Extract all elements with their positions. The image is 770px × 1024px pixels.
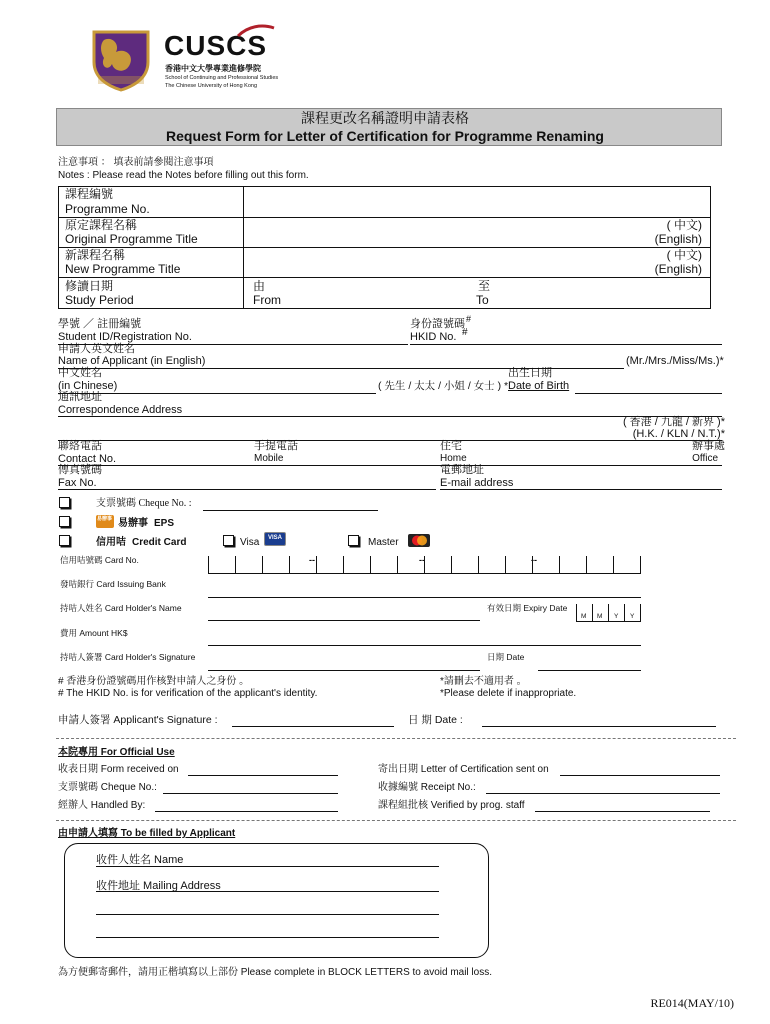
card-separator-3: -- — [531, 555, 537, 565]
new-title-lang-zh: ( 中文) — [666, 248, 702, 262]
hkid-hash-1: # — [466, 314, 472, 324]
mobile-label-en: Mobile — [254, 453, 284, 464]
hkid-note-zh: # 香港身份證號碼用作核對申請人之身份 。 — [58, 676, 250, 687]
eps-logo-text: 易辦事 — [97, 516, 113, 522]
divider-2 — [56, 820, 736, 821]
cheque-label: 支票號碼 Cheque No. : — [96, 498, 192, 509]
notes-english: Notes : Please read the Notes before filling out this form. — [58, 170, 309, 181]
student-id-label-en: Student ID/Registration No. — [58, 331, 192, 343]
recipient-name-label: 收件人姓名 Name — [96, 854, 184, 866]
applicant-date-label: 日 期 Date : — [408, 714, 463, 726]
master-checkbox[interactable] — [348, 535, 359, 546]
dob-field[interactable] — [575, 393, 722, 394]
hkid-label-en: HKID No. — [410, 331, 457, 343]
divider-1 — [56, 738, 736, 739]
email-field[interactable] — [440, 489, 722, 490]
name-english-label-zh: 申請人英文姓名 — [58, 343, 135, 355]
official-cheque-label: 支票號碼 Cheque No.: — [58, 782, 157, 793]
hkid-hash-2: # — [462, 327, 468, 338]
letter-sent-label: 寄出日期 Letter of Certification sent on — [378, 764, 549, 775]
name-chinese-field[interactable] — [58, 393, 376, 394]
amount-field[interactable] — [208, 645, 641, 646]
applicant-date-field[interactable] — [482, 726, 716, 727]
to-label-zh: 至 — [478, 279, 491, 293]
address-field-line2[interactable] — [58, 440, 722, 441]
letter-sent-field[interactable] — [560, 775, 720, 776]
cheque-no-field[interactable] — [203, 510, 378, 511]
card-date-field[interactable] — [538, 670, 641, 671]
applicant-signature-field[interactable] — [232, 726, 394, 727]
card-separator-1: -- — [309, 555, 315, 565]
hkid-label-zh: 身份證號碼 — [410, 318, 465, 330]
verified-by-field[interactable] — [535, 811, 710, 812]
to-label-en: To — [476, 293, 489, 307]
card-signature-label: 持咭人簽署 Card Holder's Signature — [60, 652, 196, 662]
office-label-zh: 辦事處 — [692, 440, 725, 452]
from-label-en: From — [253, 293, 281, 307]
form-received-label: 收表日期 Form received on — [58, 764, 179, 775]
notes-chinese: 注意事項 ： 填表前請參閱注意事項 — [58, 157, 214, 168]
holder-name-label: 持咭人姓名 Card Holder's Name — [60, 603, 182, 613]
student-id-label-zh: 學號 ／ 註冊編號 — [58, 318, 142, 330]
cuhk-crest-logo — [90, 28, 152, 92]
card-date-label: 日期 Date — [487, 652, 525, 662]
name-chinese-label-en: (in Chinese) — [58, 380, 118, 392]
logo-english-line2: The Chinese University of Hong Kong — [165, 83, 258, 89]
title-options: (Mr./Mrs./Miss/Ms.)* — [626, 355, 724, 367]
study-period-from-field[interactable] — [290, 279, 470, 308]
amount-label: 費用 Amount HK$ — [60, 628, 128, 638]
receipt-no-label: 收據編號 Receipt No.: — [378, 782, 476, 793]
card-signature-field[interactable] — [208, 670, 480, 671]
holder-name-field[interactable] — [208, 620, 480, 621]
visa-logo-text: VISA — [268, 535, 283, 541]
region-options-en: (H.K. / KLN / N.T.)* — [632, 428, 725, 440]
hkid-field[interactable] — [410, 344, 722, 345]
visa-label: Visa — [240, 537, 260, 548]
verified-by-label: 課程組批核 Verified by prog. staff — [378, 800, 525, 811]
logo-english-line1: School of Continuing and Professional Studies — [165, 75, 279, 81]
eps-label-en: EPS — [154, 518, 175, 529]
fax-field[interactable] — [58, 489, 436, 490]
address-label-zh: 通訊地址 — [58, 391, 102, 403]
applicant-fill-heading: 由申請人填寫 To be filled by Applicant — [58, 828, 236, 839]
home-label-zh: 住宅 — [440, 440, 462, 452]
recipient-name-field[interactable] — [96, 866, 439, 867]
expiry-cell-y2: Y — [630, 613, 635, 620]
dob-label-zh: 出生日期 — [508, 367, 552, 379]
credit-card-checkbox[interactable] — [59, 535, 70, 546]
expiry-cell-m1: M — [581, 613, 587, 620]
study-period-label-en: Study Period — [65, 293, 134, 307]
title-english: Request Form for Letter of Certification for Programme Renaming — [166, 128, 604, 144]
name-english-label-en: Name of Applicant (in English) — [58, 355, 206, 367]
new-title-label-zh: 新課程名稱 — [65, 248, 126, 262]
fax-label-zh: 傳真號碼 — [58, 464, 102, 476]
issuing-bank-label: 發咭銀行 Card Issuing Bank — [60, 579, 166, 589]
eps-checkbox[interactable] — [59, 516, 70, 527]
programme-no-label-zh: 課程編號 — [65, 187, 114, 201]
official-use-heading: 本院專用 For Official Use — [58, 747, 175, 758]
office-label-en: Office — [692, 453, 718, 464]
delete-note-zh: *請刪去不適用者 。 — [440, 676, 527, 687]
mobile-label-zh: 手提電話 — [254, 440, 298, 452]
visa-checkbox[interactable] — [223, 535, 234, 546]
card-separator-2: -- — [419, 555, 425, 565]
eps-label-zh: 易辦事 — [118, 518, 148, 529]
original-title-label-zh: 原定課程名稱 — [65, 218, 138, 232]
fax-label-en: Fax No. — [58, 477, 97, 489]
programme-no-field[interactable] — [244, 187, 710, 217]
block-letters-note: 為方便郵寄郵件，請用正楷填寫以上部份 Please complete in BLOCK LETTERS to avoid mail loss. — [58, 967, 492, 978]
original-title-lang-en: (English) — [654, 232, 702, 246]
logo-wordmark: CUSCS — [164, 30, 268, 61]
applicant-signature-label: 申請人簽署 Applicant's Signature : — [58, 714, 218, 726]
card-no-label: 信用咭號碼 Card No. — [60, 555, 139, 565]
mailing-address-label: 收件地址 Mailing Address — [96, 880, 221, 892]
original-title-label-en: Original Programme Title — [65, 232, 198, 246]
credit-card-label-zh: 信用咭 — [96, 537, 126, 548]
handled-by-label: 經辦人 Handled By: — [58, 800, 146, 811]
credit-card-label-en: Credit Card — [132, 537, 187, 548]
delete-note-en: *Please delete if inappropriate. — [440, 688, 577, 699]
expiry-label: 有效日期 Expiry Date — [487, 603, 568, 613]
new-title-field[interactable] — [244, 248, 644, 277]
title-options-zh: ( 先生 / 太太 / 小姐 / 女士 ) * — [378, 380, 509, 392]
programme-no-label-en: Programme No. — [65, 202, 150, 216]
from-label-zh: 由 — [253, 279, 266, 293]
expiry-cell-y1: Y — [614, 613, 619, 620]
address-label-en: Correspondence Address — [58, 404, 183, 416]
contact-label-zh: 聯絡電話 — [58, 440, 102, 452]
new-title-label-en: New Programme Title — [65, 262, 181, 276]
form-code: RE014(MAY/10) — [650, 996, 734, 1010]
hkid-note-en: # The HKID No. is for verification of the applicant's identity. — [58, 688, 318, 699]
study-period-to-field[interactable] — [500, 279, 700, 308]
mastercard-icon — [408, 534, 430, 547]
dob-label-en: Date of Birth — [508, 380, 570, 392]
expiry-cell-m2: M — [597, 613, 603, 620]
master-label: Master — [368, 537, 399, 548]
mailing-address-line3[interactable] — [96, 937, 439, 938]
home-label-en: Home — [440, 453, 467, 464]
new-title-lang-en: (English) — [654, 262, 702, 276]
logo-chinese-name: 香港中文大學專業進修學院 — [165, 64, 261, 73]
logo-swoosh-icon — [236, 24, 276, 38]
region-options-zh: ( 香港 / 九龍 / 新界 )* — [622, 416, 725, 428]
form-received-field[interactable] — [188, 775, 338, 776]
mailing-address-line2[interactable] — [96, 914, 439, 915]
mailing-address-line1[interactable] — [96, 891, 439, 892]
contact-field[interactable] — [58, 465, 722, 466]
email-label-zh: 電郵地址 — [440, 464, 484, 476]
handled-by-field[interactable] — [155, 811, 338, 812]
study-period-label-zh: 修讀日期 — [65, 279, 114, 293]
title-chinese: 課程更改名稱證明申請表格 — [301, 110, 469, 126]
receipt-no-field[interactable] — [486, 793, 720, 794]
name-chinese-label-zh: 中文姓名 — [58, 367, 102, 379]
original-title-lang-zh: ( 中文) — [666, 218, 702, 232]
contact-label-en: Contact No. — [58, 453, 117, 465]
cheque-checkbox[interactable] — [59, 497, 70, 508]
original-title-field[interactable] — [244, 218, 644, 247]
email-label-en: E-mail address — [440, 477, 514, 489]
issuing-bank-field[interactable] — [208, 597, 641, 598]
official-cheque-field[interactable] — [163, 793, 338, 794]
